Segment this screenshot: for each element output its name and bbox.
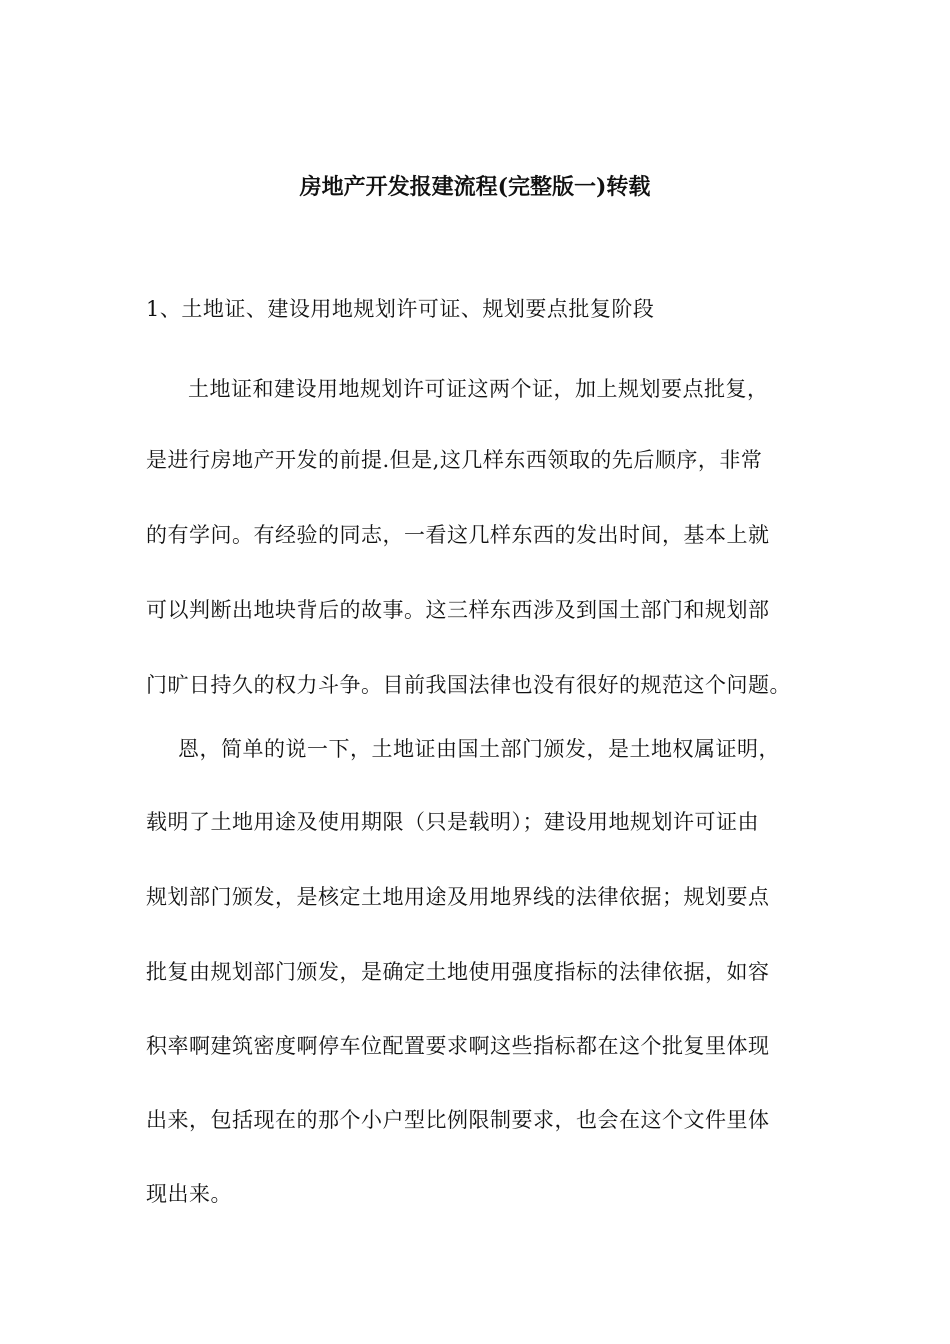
- document-title: 房地产开发报建流程(完整版一)转载: [299, 174, 651, 200]
- paragraph-2-line-2: 载明了土地用途及使用期限（只是载明）；建设用地规划许可证由: [146, 810, 759, 834]
- paragraph-1-line-4: 可以判断出地块背后的故事。这三样东西涉及到国土部门和规划部: [146, 598, 770, 622]
- paragraph-2-line-1: 恩，简单的说一下，土地证由国土部门颁发，是土地权属证明，: [178, 737, 780, 761]
- section-heading: 1、土地证、建设用地规划许可证、规划要点批复阶段: [146, 297, 655, 321]
- paragraph-2-line-6: 出来，包括现在的那个小户型比例限制要求，也会在这个文件里体: [146, 1108, 770, 1132]
- paragraph-2-line-5: 积率啊建筑密度啊停车位配置要求啊这些指标都在这个批复里体现: [146, 1034, 770, 1058]
- paragraph-1-line-2: 是进行房地产开发的前提.但是,这几样东西领取的先后顺序，非常: [146, 448, 763, 472]
- paragraph-2-line-4: 批复由规划部门颁发，是确定土地使用强度指标的法律依据，如容: [146, 960, 770, 984]
- paragraph-1-line-1: 土地证和建设用地规划许可证这两个证，加上规划要点批复，: [188, 377, 769, 401]
- paragraph-2-line-7: 现出来。: [146, 1182, 232, 1206]
- paragraph-1-line-3: 的有学问。有经验的同志，一看这几样东西的发出时间，基本上就: [146, 523, 770, 547]
- paragraph-1-line-5: 门旷日持久的权力斗争。目前我国法律也没有很好的规范这个问题。: [146, 673, 791, 697]
- paragraph-2-line-3: 规划部门颁发，是核定土地用途及用地界线的法律依据；规划要点: [146, 885, 770, 909]
